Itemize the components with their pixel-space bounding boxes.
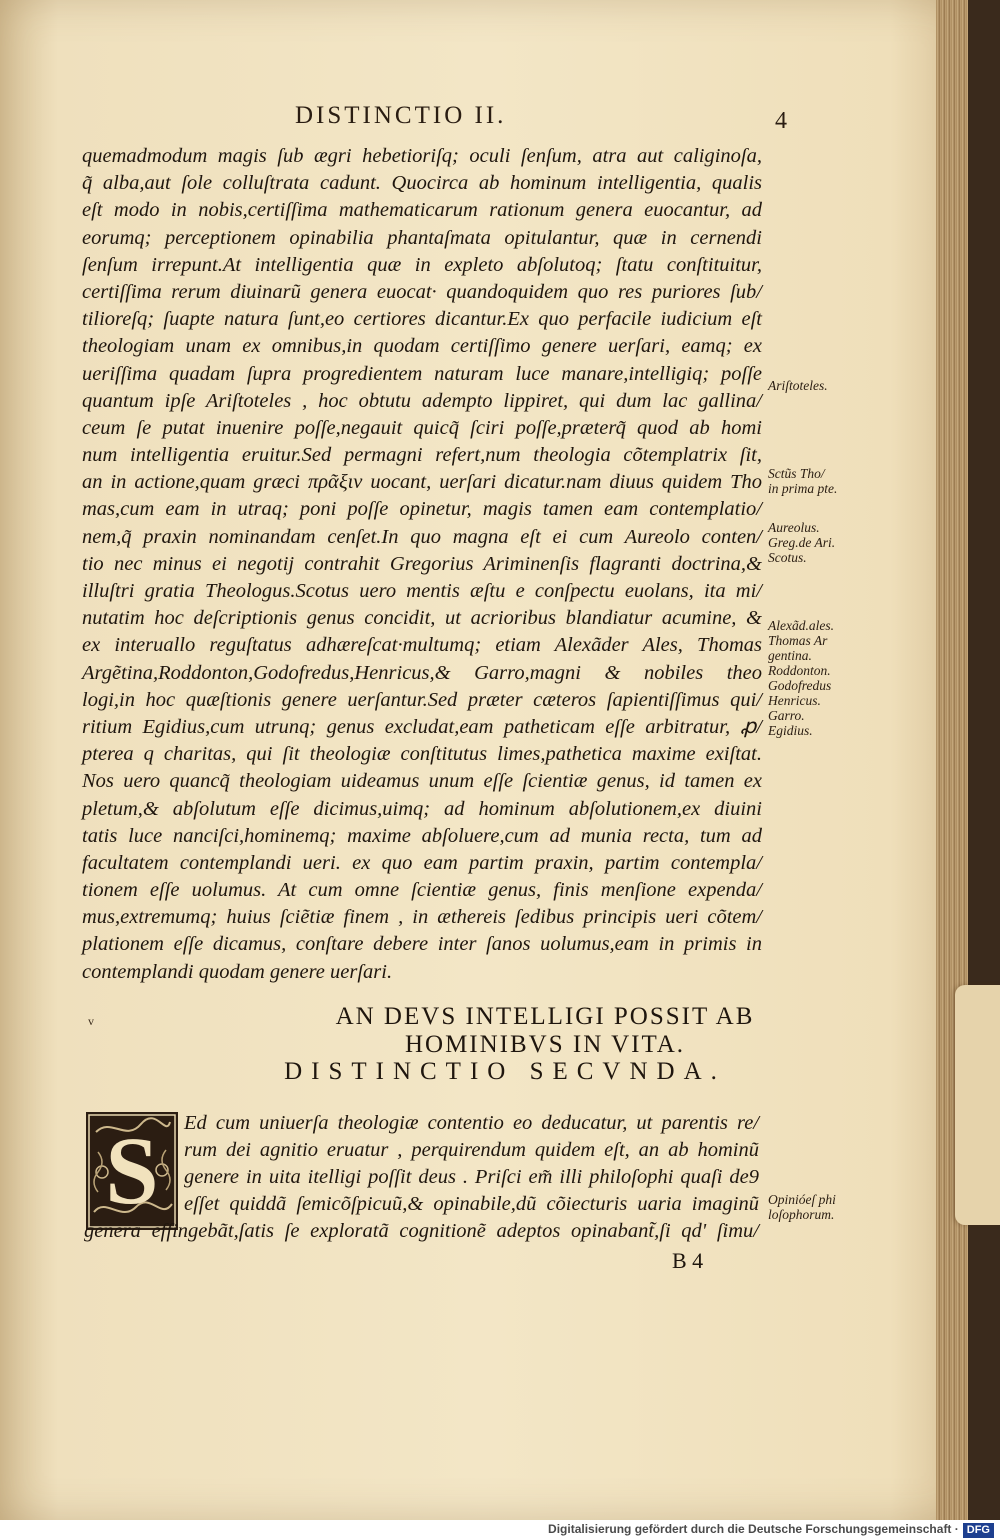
margin-note-aristoteles (768, 378, 828, 393)
margin-note-line: Henricus. (768, 693, 821, 708)
margin-note-line: Egidius. (768, 723, 813, 738)
margin-note-line: Greg.de Ari. (768, 535, 836, 550)
text-line: illuſtri gratia Theologus.Scotus uero mentis æſtu e conſpectu euolans, ita mi/ (82, 580, 762, 602)
text-line: ex interuallo reguſtatus adhæreſcat·multumq; etiam Alexãder Ales, Thomas (82, 634, 762, 657)
text-line: nutatim hoc deſcriptionis genus concidit, ut acrioribus blandiatur acumine, & (82, 607, 762, 630)
text-line: theologiam unam ex omnibus,in quodam certiſſimo genere uerſari, eamq; ex (82, 335, 762, 358)
text-line: genera effingebãt,ſatis ſe exploratã cognitionẽ adeptos opinabant̃,ſi qd' ſimu/ (84, 1220, 759, 1242)
text-line: pletum,& abſolutum eſſe dicimus,uimq; ad hominum abſolutionem,ex diuini (82, 797, 762, 820)
text-line: certiſſima rerum diuinarũ genera euocat· quandoquidem quo res puriores ſub/ (82, 280, 762, 303)
margin-note-line: Roddonton. (768, 663, 831, 678)
text-line: ceum ſe putat inuenire poſſe,negauit quicq̃ ſciri poſſe,præterq̃ quod ab homi (82, 416, 762, 439)
folio-number: 4 (775, 108, 787, 134)
text-line: q̃ alba,aut ſole colluſtrata cadunt. Quocirca ab hominum intelligentia, qualis (82, 172, 762, 195)
running-head: DISTINCTIO II. (295, 102, 507, 129)
margin-note-aureolus (768, 520, 835, 565)
margin-note-line: loſophorum. (768, 1207, 835, 1222)
text-line: nem,q̃ praxin nominandam cenſet.In quo magna eſt ei cum Aureolo conten/ (82, 525, 762, 548)
margin-note-line: in prima pte. (768, 481, 838, 496)
text-line: eorumq; perceptionem opinabilia phantaſmata opitulantur, quæ in cernendi (82, 226, 762, 249)
section-heading-line-2: HOMINIBVS IN VITA. (404, 1031, 686, 1058)
margin-note-line: Ariſtoteles. (768, 378, 828, 393)
text-line: plationem eſſe dicamus, conſtare debere inter ſanos uolumus,eam in primis in (82, 933, 762, 956)
margin-note-line: Scotus. (768, 550, 807, 565)
text-line: tionem eſſe uolumus. At cum omne ſcientiæ genus, finis menſione expenda/ (82, 879, 762, 902)
footer-credit: Digitalisierung gefördert durch die Deutsche Forschungsgemeinschaft · (548, 1522, 959, 1536)
text-line: Nos uero quancq̃ theologiam uideamus unum eſſe ſcientiæ genus, id tamen ex (82, 770, 762, 793)
printer-mark: v (88, 1014, 94, 1028)
signature-mark: B 4 (672, 1248, 704, 1273)
page-edge (936, 0, 968, 1520)
text-line: quantum ipſe Ariſtoteles , hoc obtutu adempto lippiret, qui dum lac gallina/ (82, 389, 762, 412)
margin-note-line: Godofredus (768, 678, 832, 693)
text-line: pterea q charitas, qui ſit theologiæ conſtitutus limes,pathetica maxime exiſtat. (82, 743, 762, 766)
text-line: Ed cum uniuerſa theologiæ contentio eo deducatur, ut parentis re/ (184, 1112, 759, 1134)
text-line: logi,in hoc quæſtionis genere uerſantur.Sed præter cæteros ſapientiſſimus qui/ (82, 688, 762, 711)
margin-note-line: Opinióeſ phi (768, 1192, 836, 1207)
initial-letter: S (105, 1117, 159, 1224)
text-line: eſſet quiddã ſemicõſpicuũ,& opinabile,dũ cõiecturis uaria imaginũ (184, 1193, 759, 1215)
margin-note-opiniones (768, 1192, 836, 1222)
margin-note-theologians (768, 618, 834, 738)
text-line: Argẽtina,Roddonton,Godofredus,Henricus,& Garro,magni & nobiles theo (82, 661, 762, 684)
text-line: genere in uita itelligi poſſit deus . Priſci em̃ illi philoſophi quaſi de9 (184, 1166, 759, 1188)
text-line: eſt modo in nobis,certiſſima mathematicarum rationum genera euocantur, ad (82, 199, 762, 222)
margin-note-line: Garro. (768, 708, 805, 723)
margin-note-line: Thomas Ar (768, 633, 828, 648)
section-heading-line-3: DISTINCTIO SECVNDA. (284, 1058, 726, 1085)
text-line: tilioreſq; ſuapte natura ſunt,eo certiores dicantur.Ex quo perfacile iudicium eſt (82, 308, 762, 331)
text-line: mus,extremumq; huius ſciẽtiæ finem , in æthereis ſedibus principis ueri cõtem/ (82, 906, 762, 929)
text-line: mas,cum eam in utraq; poni poſſe opinetur, magis tamen eam contemplatio/ (82, 498, 762, 521)
text-line: contemplandi quodam genere uerſari. (82, 960, 393, 983)
digitization-footer (0, 1520, 1000, 1539)
text-line: ueriſſima quadam ſupra progredientem naturam luce manare,intelligiq; poſſe (82, 362, 762, 385)
text-line: tio nec minus ei negotij contrahit Gregorius Ariminenſis flagranti doctrina,& (82, 552, 762, 575)
text-line: rum dei agnitio eruatur , perquirendum quidem eſt, an ab hominũ (184, 1139, 759, 1161)
text-line: tatis luce nanciſci,hominemq; maxime abſoluere,cum ad munia recta, tum ad (82, 824, 762, 847)
text-line: ritium Egidius,cum utrunq; genus excludat,eam patheticam eſſe arbitratur, ꝓ/ (82, 715, 762, 738)
text-line: num intelligentia eruitur.Sed permagni refert,num theologia cõtemplatrix ſit, (82, 444, 762, 467)
margin-note-line: Alexãd.ales. (768, 618, 834, 633)
decorated-initial (86, 1112, 178, 1230)
text-line: quemadmodum magis ſub ægri hebetioriſq; oculi ſenſum, atra aut caliginoſa, (82, 145, 762, 167)
text-line: facultatem contemplandi ueri. ex quo eam partim praxin, partim contempla/ (82, 851, 762, 874)
margin-note-thomas (768, 466, 837, 496)
margin-note-line: gentina. (768, 648, 812, 663)
margin-note-line: Aureolus. (768, 520, 820, 535)
margin-note-line: Sctũs Tho/ (768, 466, 825, 481)
text-line: ſenſum irrepunt.At intelligentia quæ in expleto abſolutoq; ſtatu conſtituitur, (82, 253, 762, 276)
text-line: an in actione,quam græci πρᾶξιν uocant, uerſari dicatur.nam diuus quidem Tho (82, 471, 762, 494)
section-heading-line-1: AN DEVS INTELLIGI POSSIT AB (335, 1003, 755, 1030)
main-text-block (82, 143, 762, 986)
dfg-logo: DFG (963, 1523, 994, 1538)
